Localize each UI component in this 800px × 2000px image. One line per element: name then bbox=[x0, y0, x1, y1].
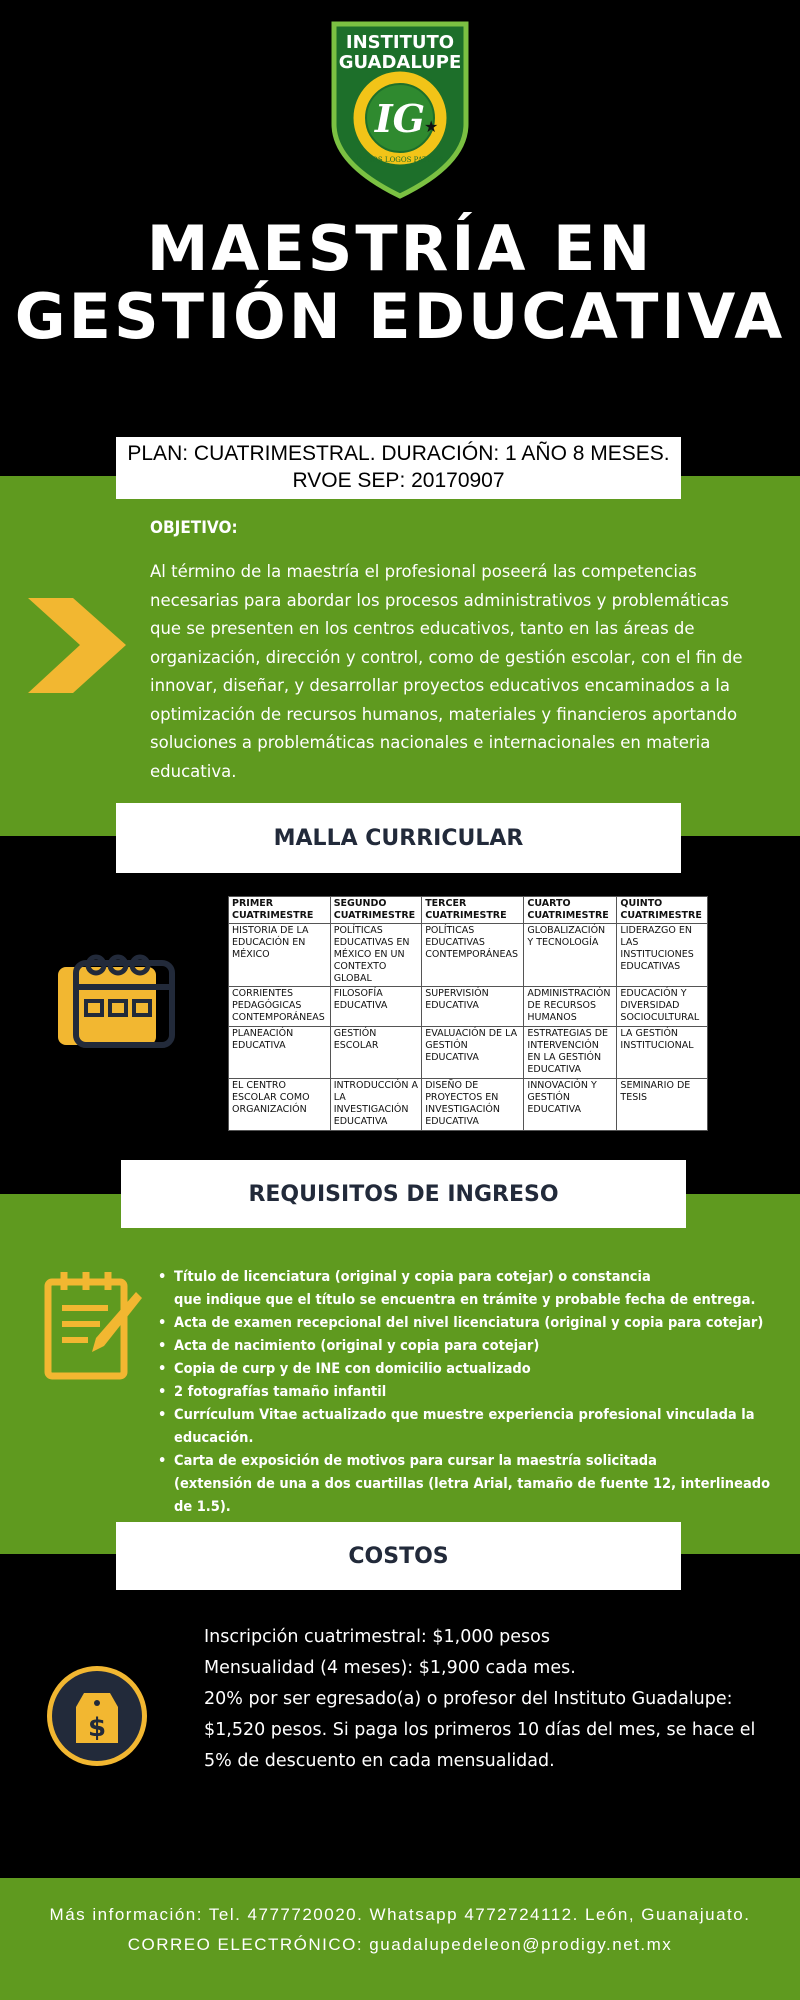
costos-descuento: 20% por ser egresado(a) o profesor del Instituto Guadalupe: $1,520 pesos. Si paga los primeros 10 días del mes, se hace el 5% de descuento en cada mensualidad. bbox=[204, 1689, 756, 1771]
table-cell: LA GESTIÓN INSTITUCIONAL bbox=[617, 1027, 708, 1079]
malla-header-cell: PRIMER CUATRIMESTRE bbox=[229, 897, 331, 924]
table-cell: CORRIENTES PEDAGÓGICAS CONTEMPORÁNEAS bbox=[229, 987, 331, 1027]
list-item bbox=[156, 1335, 786, 1358]
table-cell: EVALUACIÓN DE LA GESTIÓN EDUCATIVA bbox=[422, 1027, 524, 1079]
table-cell: GESTIÓN ESCOLAR bbox=[330, 1027, 421, 1079]
svg-text:$: $ bbox=[87, 1713, 107, 1743]
table-cell: SEMINARIO DE TESIS bbox=[617, 1079, 708, 1131]
requisitos-title: REQUISITOS DE INGRESO bbox=[121, 1160, 686, 1228]
malla-header-cell: SEGUNDO CUATRIMESTRE bbox=[330, 897, 421, 924]
table-cell: EDUCACIÓN Y DIVERSIDAD SOCIOCULTURAL bbox=[617, 987, 708, 1027]
chevron-right-icon bbox=[28, 598, 126, 698]
table-cell: DISEÑO DE PROYECTOS EN INVESTIGACIÓN EDUCATIVA bbox=[422, 1079, 524, 1131]
costos-text bbox=[204, 1622, 764, 1777]
table-cell: POLÍTICAS EDUCATIVAS EN MÉXICO EN UN CONTEXTO GLOBAL bbox=[330, 924, 421, 987]
table-row bbox=[229, 924, 708, 987]
plan-box: PLAN: CUATRIMESTRAL. DURACIÓN: 1 AÑO 8 MESES. RVOE SEP: 20170907 bbox=[116, 437, 681, 499]
req-text-continued: que indique que el título se encuentra en trámite y probable fecha de entrega. bbox=[174, 1292, 756, 1308]
table-cell: GLOBALIZACIÓN Y TECNOLOGÍA bbox=[524, 924, 617, 987]
table-cell: INTRODUCCIÓN A LA INVESTIGACIÓN EDUCATIVA bbox=[330, 1079, 421, 1131]
notepad-pencil-icon bbox=[44, 1270, 144, 1385]
footer-email: CORREO ELECTRÓNICO: guadalupedeleon@prodigy.net.mx bbox=[127, 1935, 673, 1954]
table-row bbox=[229, 1027, 708, 1079]
logo-motto: ETHOS LOGOS PATHOS bbox=[356, 156, 444, 164]
list-item bbox=[156, 1381, 786, 1404]
list-item bbox=[156, 1266, 786, 1312]
institute-logo bbox=[320, 14, 480, 200]
list-item bbox=[156, 1404, 786, 1450]
footer bbox=[0, 1878, 800, 2000]
table-cell: PLANEACIÓN EDUCATIVA bbox=[229, 1027, 331, 1079]
requisitos-list bbox=[156, 1266, 786, 1519]
table-cell: EL CENTRO ESCOLAR COMO ORGANIZACIÓN bbox=[229, 1079, 331, 1131]
req-text: Currículum Vitae actualizado que muestre experiencia profesional vinculada la educación. bbox=[174, 1407, 755, 1446]
table-row bbox=[229, 1079, 708, 1131]
list-item bbox=[156, 1450, 786, 1519]
malla-table bbox=[228, 896, 708, 1131]
objetivo-label: OBJETIVO: bbox=[150, 518, 238, 538]
table-cell: LIDERAZGO EN LAS INSTITUCIONES EDUCATIVAS bbox=[617, 924, 708, 987]
page-title bbox=[0, 212, 800, 353]
malla-header-cell: CUARTO CUATRIMESTRE bbox=[524, 897, 617, 924]
objetivo-text: Al término de la maestría el profesional poseerá las competencias necesarias para abordar los procesos administrativos y problemáticas que se presenten en los centros educativos, tanto en las áreas de organización, dirección y control, como de gestión escolar, con el fin de innovar, diseñar, y desarrollar proyectos educativos encaminados a la optimización de recursos humanos, materiales y financieros aportando soluciones a problemáticas nacionales e internacionales en materia educativa. bbox=[150, 562, 743, 781]
table-cell: INNOVACIÓN Y GESTIÓN EDUCATIVA bbox=[524, 1079, 617, 1131]
list-item bbox=[156, 1312, 786, 1335]
malla-header-cell: TERCER CUATRIMESTRE bbox=[422, 897, 524, 924]
svg-text:★: ★ bbox=[424, 119, 439, 136]
svg-text:IG: IG bbox=[374, 96, 426, 141]
table-row bbox=[229, 987, 708, 1027]
malla-header-row bbox=[229, 897, 708, 924]
table-cell: POLÍTICAS EDUCATIVAS CONTEMPORÁNEAS bbox=[422, 924, 524, 987]
malla-table-wrapper bbox=[228, 896, 708, 1131]
malla-header-cell: QUINTO CUATRIMESTRE bbox=[617, 897, 708, 924]
table-cell: ESTRATEGIAS DE INTERVENCIÓN EN LA GESTIÓN EDUCATIVA bbox=[524, 1027, 617, 1079]
table-cell: HISTORIA DE LA EDUCACIÓN EN MÉXICO bbox=[229, 924, 331, 987]
footer-contact: Más información: Tel. 4777720020. Whatsapp 4772724112. León, Guanajuato. bbox=[49, 1905, 751, 1924]
req-text: Título de licenciatura (original y copia para cotejar) o constancia bbox=[174, 1269, 651, 1285]
logo-name-line2: GUADALUPE bbox=[338, 52, 462, 73]
costos-mensualidad: Mensualidad (4 meses): $1,900 cada mes. bbox=[204, 1658, 576, 1678]
req-text-continued: (extensión de una a dos cuartillas (letra Arial, tamaño de fuente 12, interlineado de 1.5). bbox=[174, 1476, 771, 1515]
calendar-icon bbox=[56, 953, 176, 1053]
price-tag-icon bbox=[44, 1663, 150, 1774]
costos-inscripcion: Inscripción cuatrimestral: $1,000 pesos bbox=[204, 1627, 551, 1647]
table-cell: ADMINISTRACIÓN DE RECURSOS HUMANOS bbox=[524, 987, 617, 1027]
req-text: Carta de exposición de motivos para cursar la maestría solicitada bbox=[174, 1453, 657, 1469]
req-text: Acta de nacimiento (original y copia para cotejar) bbox=[174, 1338, 540, 1354]
table-cell: FILOSOFÍA EDUCATIVA bbox=[330, 987, 421, 1027]
req-text: Acta de examen recepcional del nivel licenciatura (original y copia para cotejar) bbox=[174, 1315, 764, 1331]
malla-title: MALLA CURRICULAR bbox=[116, 803, 681, 873]
list-item bbox=[156, 1358, 786, 1381]
table-cell: SUPERVISIÓN EDUCATIVA bbox=[422, 987, 524, 1027]
req-text: Copia de curp y de INE con domicilio actualizado bbox=[174, 1361, 531, 1377]
req-text: 2 fotografías tamaño infantil bbox=[174, 1384, 387, 1400]
title-line1: MAESTRÍA EN bbox=[146, 212, 654, 285]
costos-title: COSTOS bbox=[116, 1522, 681, 1590]
logo-name-line1: INSTITUTO bbox=[345, 32, 455, 53]
title-line2: GESTIÓN EDUCATIVA bbox=[14, 280, 786, 353]
